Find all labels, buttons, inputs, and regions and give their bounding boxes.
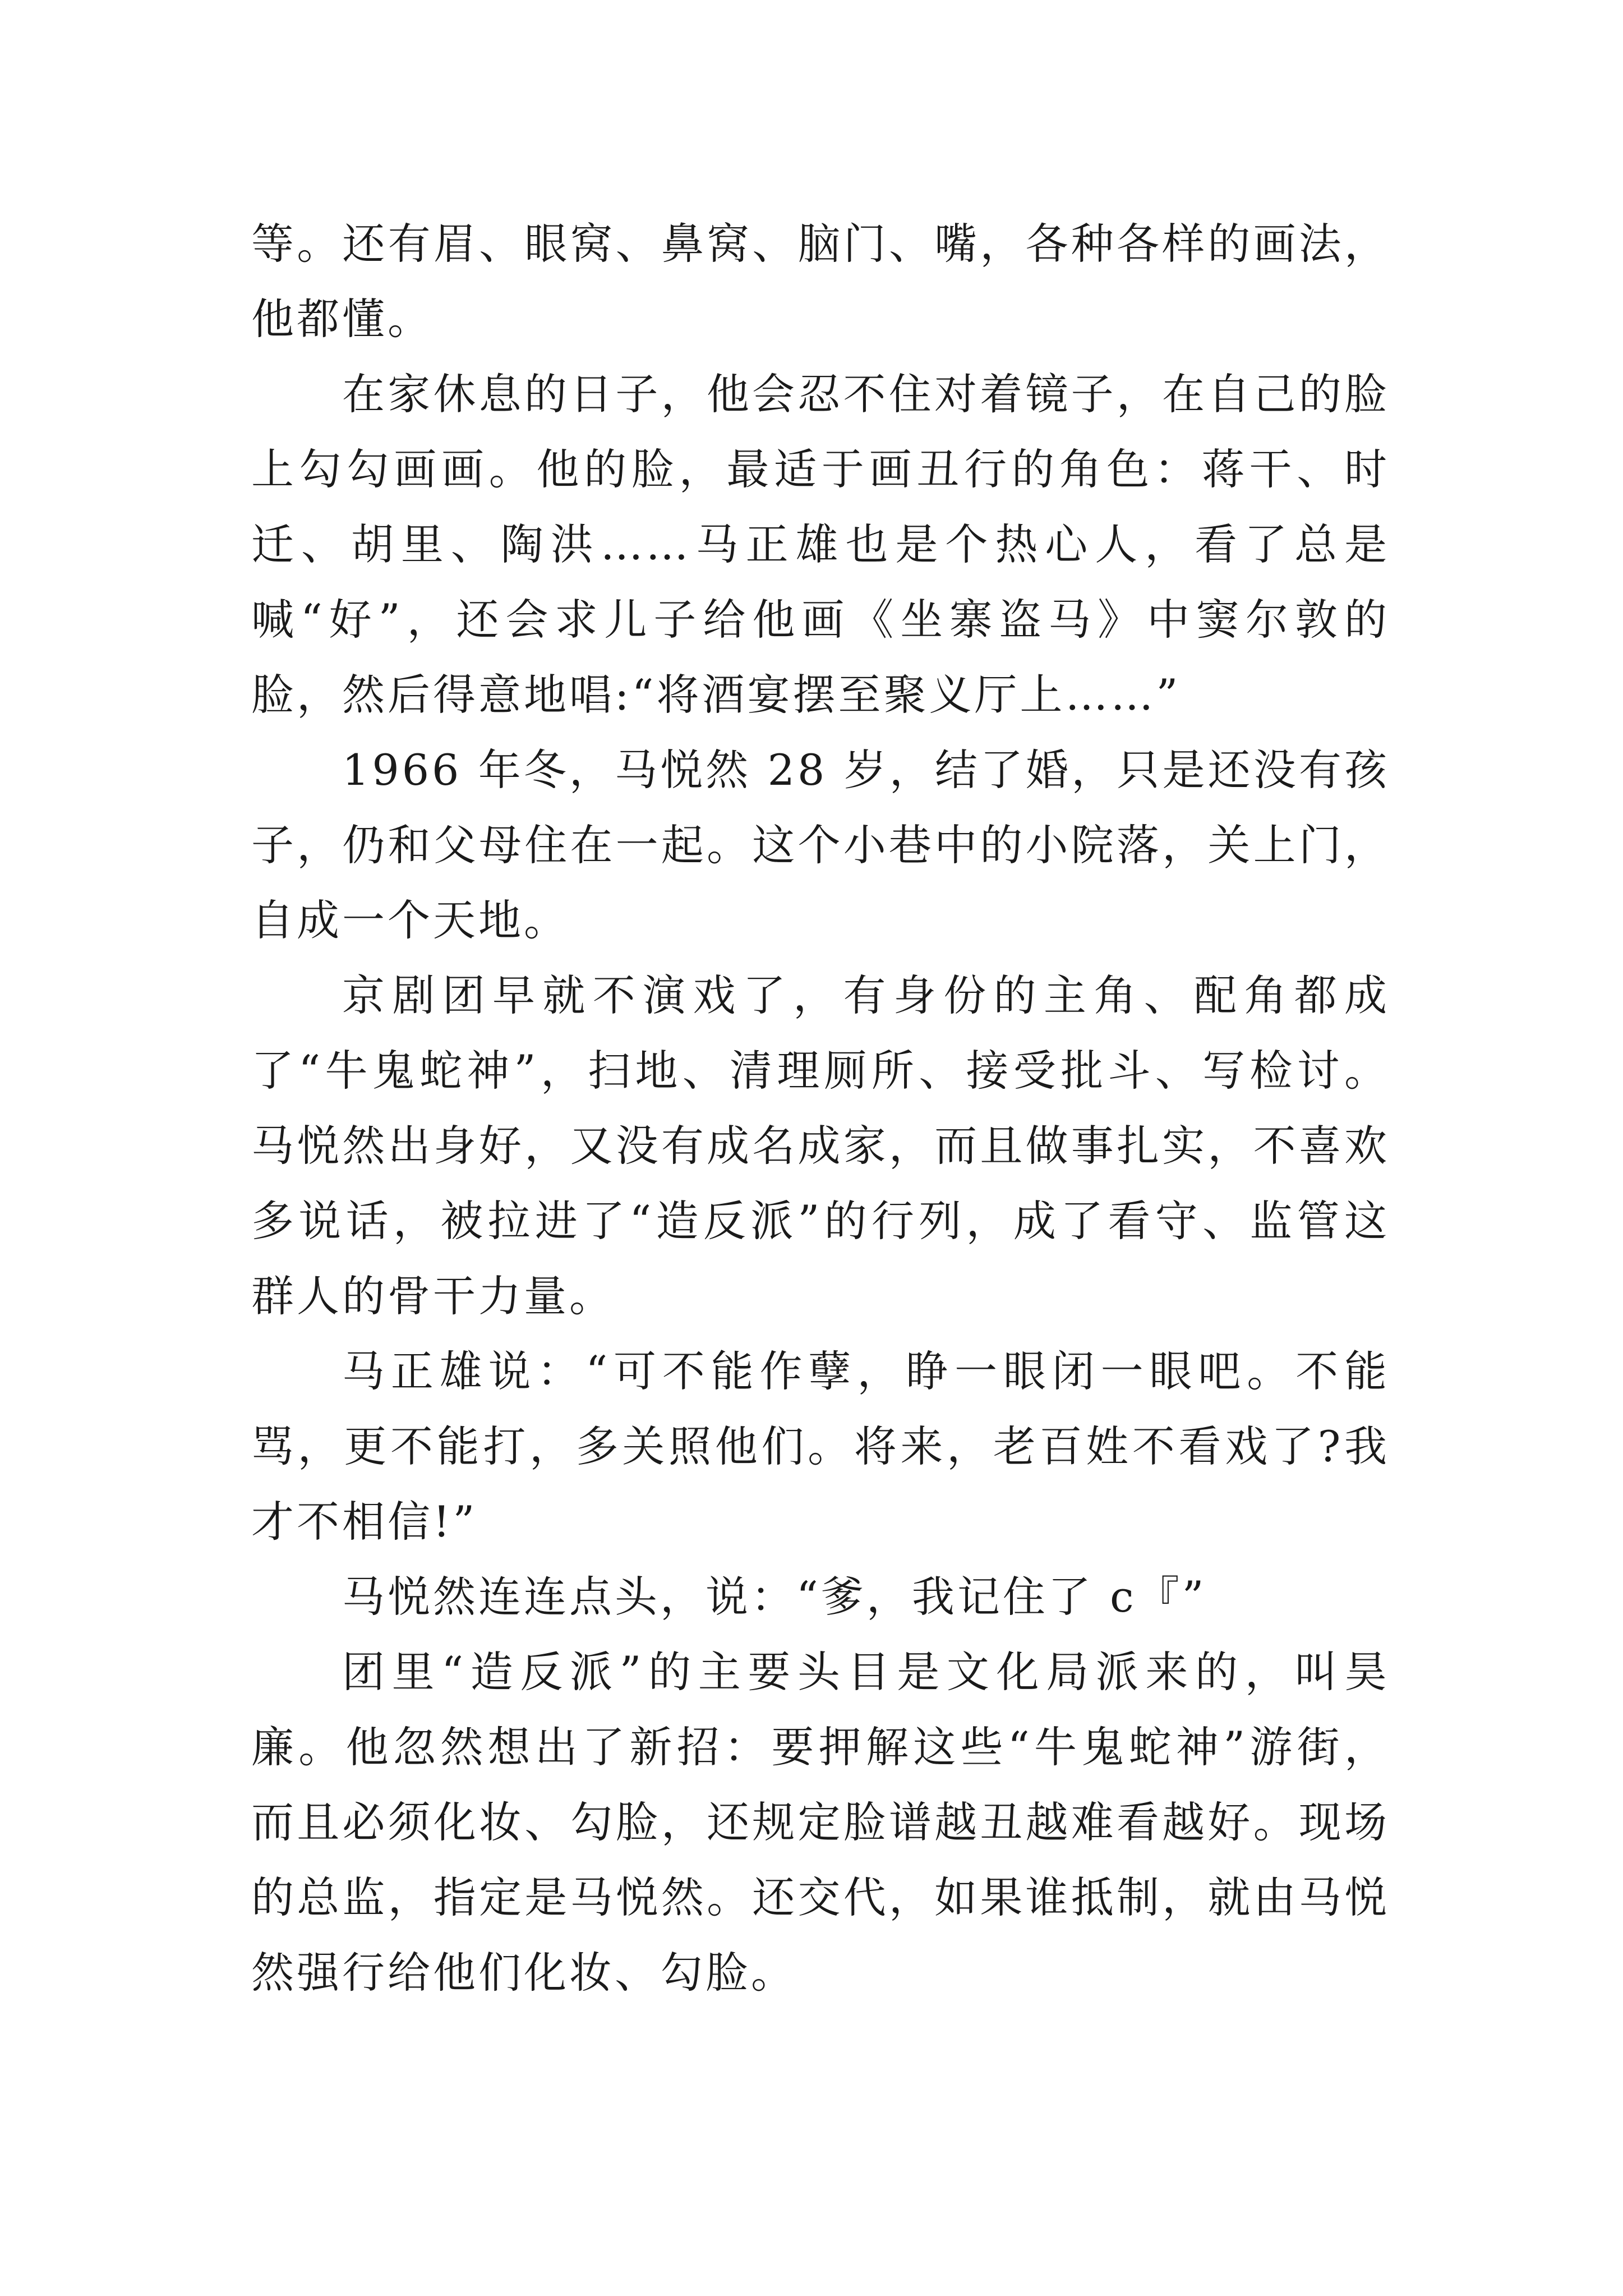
paragraph-4: 京剧团早就不演戏了，有身份的主角、配角都成了“牛鬼蛇神”，扫地、清理厕所、接受批斗、写检讨。马悦然出身好，又没有成名成家，而且做事扎实，不喜欢多说话，被拉进了“造反派”的行列，成了看守、监管这群人的骨干力量。	[251, 970, 1390, 1321]
paragraph-6: 马悦然连连点头，说：“爹，我记住了 c『”	[342, 1572, 1207, 1622]
paragraph-5: 马正雄说：“可不能作孽，睁一眼闭一眼吧。不能骂，更不能打，多关照他们。将来，老百姓不看戏了?我才不相信!”	[251, 1346, 1390, 1547]
document-body	[251, 206, 1390, 2010]
paragraph-2: 在家休息的日子，他会忍不住对着镜子，在自己的脸上勾勾画画。他的脸，最适于画丑行的角色：蒋干、时迁、胡里、陶洪……马正雄也是个热心人，看了总是喊“好”，还会求儿子给他画《坐寨盗马》中窦尔敦的脸，然后得意地唱:“将酒宴摆至聚义厅上……”	[251, 369, 1390, 720]
paragraph-7: 团里“造反派”的主要头目是文化局派来的，叫昊廉。他忽然想出了新招：要押解这些“牛鬼蛇神”游街，而且必须化妆、勾脸，还规定脸谱越丑越难看越好。现场的总监，指定是马悦然。还交代，如果谁抵制，就由马悦然强行给他们化妆、勾脸。	[251, 1647, 1390, 1998]
paragraph-3: 1966 年冬，马悦然 28 岁，结了婚，只是还没有孩子，仍和父母住在一起。这个小巷中的小院落，关上门，自成一个天地。	[251, 745, 1390, 945]
paragraph-1: 等。还有眉、眼窝、鼻窝、脑门、嘴，各种各样的画法，他都懂。	[251, 219, 1390, 344]
